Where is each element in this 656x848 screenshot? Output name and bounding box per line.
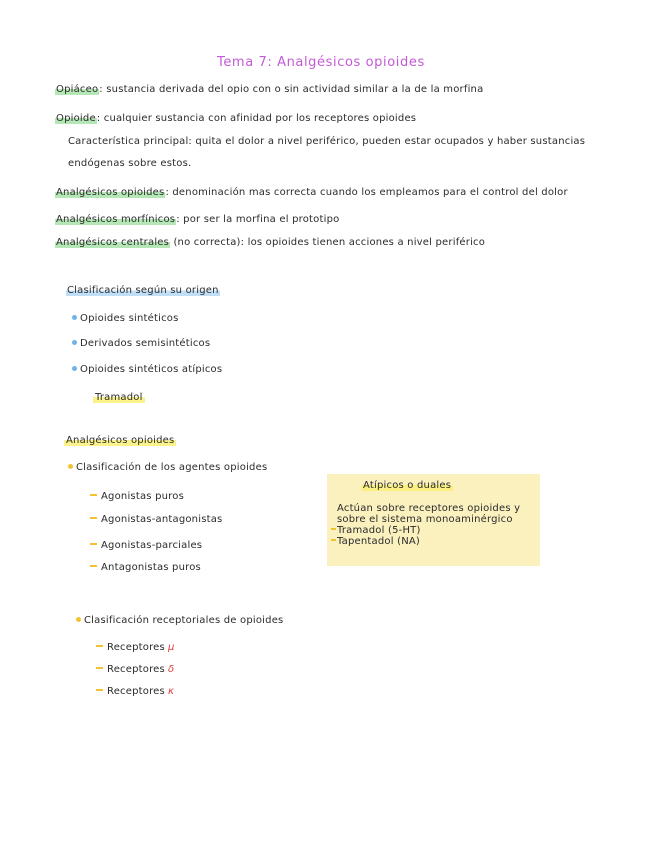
origin-item-label: Opioides sintéticos atípicos <box>80 364 223 375</box>
term-label: Analgésicos centrales <box>56 237 170 248</box>
atypical-item-2 <box>331 536 420 547</box>
dash-icon <box>96 689 103 691</box>
definition-text: : cualquier sustancia con afinidad por los receptores opioides <box>96 113 417 124</box>
origin-sub-item <box>93 392 145 403</box>
definition-text: : sustancia derivada del opio con o sin actividad similar a la de la morfina <box>99 84 484 95</box>
atypical-heading <box>361 480 453 491</box>
atypical-note-box <box>327 474 540 566</box>
term-opiaceo: Opiáceo <box>56 84 99 95</box>
definition-opiaceo <box>55 84 483 95</box>
agent-item-2 <box>90 514 222 525</box>
receptor-symbol: κ <box>167 686 175 697</box>
atypical-item-label: Tapentadol (NA) <box>337 536 421 547</box>
origin-heading <box>66 285 220 296</box>
dash-icon <box>90 517 97 519</box>
receptor-label: Receptores <box>107 664 165 675</box>
origin-item-3 <box>72 364 222 375</box>
receptor-symbol: μ <box>167 642 175 653</box>
agent-item-3 <box>90 540 202 551</box>
dash-icon <box>331 528 336 530</box>
dash-icon <box>96 667 103 669</box>
tramadol-label: Tramadol <box>95 392 143 403</box>
term-text: (no correcta): los opioides tienen acciones a nivel periférico <box>170 237 486 248</box>
page-title: Tema 7: Analgésicos opioides <box>217 55 425 70</box>
dash-icon <box>331 539 336 541</box>
origin-item-label: Opioides sintéticos <box>80 313 179 324</box>
agent-item-1 <box>90 491 184 502</box>
agent-label: Agonistas puros <box>101 491 184 502</box>
dash-icon <box>96 645 103 647</box>
agents-heading-text: Clasificación de los agentes opioides <box>76 462 268 473</box>
origin-item-1 <box>72 313 179 324</box>
receptor-label: Receptores <box>107 686 165 697</box>
agent-label: Agonistas-parciales <box>101 540 203 551</box>
dash-icon <box>90 543 97 545</box>
term-analgesicos-centrales <box>55 237 485 248</box>
bullet-icon <box>76 617 81 622</box>
bullet-icon <box>68 464 73 469</box>
agents-heading <box>68 462 267 473</box>
term-label: Analgésicos morfínicos <box>56 214 176 225</box>
term-opioide: Opioide <box>56 113 96 124</box>
term-analgesicos-morfinicos <box>55 214 339 225</box>
receptor-label: Receptores <box>107 642 165 653</box>
receptor-item-delta <box>96 664 174 675</box>
origin-item-2 <box>72 338 210 349</box>
receptor-symbol: δ <box>167 664 175 675</box>
bullet-icon <box>72 315 77 320</box>
definition-opioide <box>55 113 416 124</box>
term-label: Analgésicos opioides <box>56 187 165 198</box>
bullet-icon <box>72 340 77 345</box>
atypical-item-label: Tramadol (5-HT) <box>337 525 421 536</box>
analgesics-heading <box>64 435 176 446</box>
analgesics-heading-text: Analgésicos opioides <box>66 435 175 446</box>
characteristic-line-2: endógenas sobre estos. <box>68 158 192 169</box>
term-text: : denominación mas correcta cuando los empleamos para el control del dolor <box>165 187 568 198</box>
agent-label: Agonistas-antagonistas <box>101 514 223 525</box>
bullet-icon <box>72 366 77 371</box>
agent-label: Antagonistas puros <box>101 562 201 573</box>
receptor-item-kappa <box>96 686 174 697</box>
origin-item-label: Derivados semisintéticos <box>80 338 211 349</box>
origin-heading-text: Clasificación según su origen <box>67 285 219 296</box>
dash-icon <box>90 494 97 496</box>
atypical-heading-text: Atípicos o duales <box>363 480 452 491</box>
term-text: : por ser la morfina el prototipo <box>176 214 340 225</box>
receptors-heading <box>76 615 283 626</box>
atypical-item-1 <box>331 525 421 536</box>
receptor-item-mu <box>96 642 175 653</box>
characteristic-line-1: Característica principal: quita el dolor a nivel periférico, pueden estar ocupados y haber sustancias <box>68 136 586 147</box>
atypical-line-1: Actúan sobre receptores opioides y <box>337 503 521 514</box>
term-analgesicos-opioides <box>55 187 568 198</box>
dash-icon <box>90 565 97 567</box>
atypical-line-2: sobre el sistema monoaminérgico <box>337 514 513 525</box>
agent-item-4 <box>90 562 201 573</box>
receptors-heading-text: Clasificación receptoriales de opioides <box>84 615 284 626</box>
